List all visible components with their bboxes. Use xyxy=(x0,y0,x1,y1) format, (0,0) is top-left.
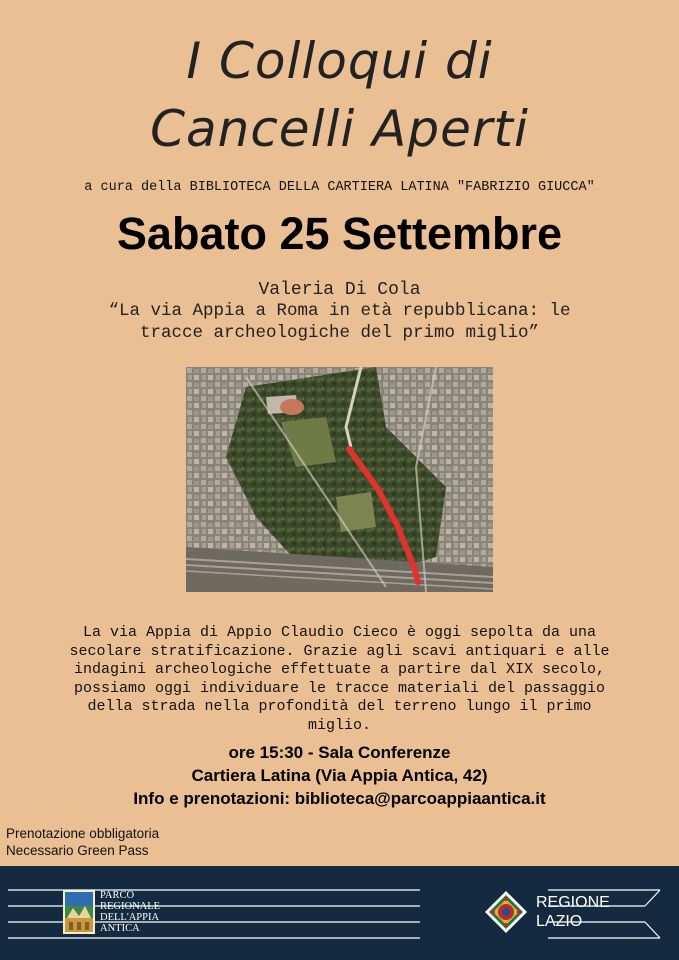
talk-title xyxy=(0,300,679,344)
regione-lazio-logo xyxy=(484,890,610,934)
description-line: possiamo oggi individuare le tracce materiali del passaggio xyxy=(73,679,606,697)
description-line: indagini archeologiche effettuate a partire dal XIX secolo, xyxy=(73,661,606,678)
aerial-map-image xyxy=(186,367,493,592)
event-info-contact: Info e prenotazioni: biblioteca@parcoappiaantica.it xyxy=(133,789,546,808)
description-line: La via Appia di Appio Claudio Cieco è oggi sepolta da una xyxy=(82,624,597,641)
event-date: Sabato 25 Settembre xyxy=(116,208,563,259)
parco-name-line: REGIONALE xyxy=(100,901,161,912)
description-line: della strada nella profondità del terreno lungo il primo xyxy=(87,698,592,715)
title-line-2: Cancelli Aperti xyxy=(150,100,529,158)
description-line: secolare stratificazione. Grazie agli scavi antiquari e alle xyxy=(69,642,610,660)
event-venue: Cartiera Latina (Via Appia Antica, 42) xyxy=(191,766,488,785)
requirements-notes xyxy=(6,825,159,859)
region-name-line: REGIONE xyxy=(536,894,610,911)
title-line-1: I Colloqui di xyxy=(186,32,493,90)
green-pass-note: Necessario Green Pass xyxy=(6,843,149,858)
parco-name xyxy=(100,890,175,934)
parco-name-line: ANTICA xyxy=(100,923,140,934)
regione-lazio-name xyxy=(536,893,610,931)
speaker-name: Valeria Di Cola xyxy=(258,280,421,300)
talk-title-line-1: “La via Appia a Roma in età repubblicana: le xyxy=(108,301,571,321)
footer-bar xyxy=(0,866,679,960)
parco-emblem-icon xyxy=(63,890,95,934)
description-text xyxy=(10,624,669,735)
parco-name-line: PARCO xyxy=(100,890,135,901)
region-name-line: LAZIO xyxy=(536,913,583,930)
talk-title-line-2: tracce archeologiche del primo miglio” xyxy=(139,323,540,343)
event-time-place: ore 15:30 - Sala Conferenze xyxy=(228,743,451,762)
description-line: miglio. xyxy=(307,716,371,734)
parco-appia-logo xyxy=(63,890,175,934)
lazio-shield-icon xyxy=(484,890,528,934)
curated-by: a cura della BIBLIOTECA DELLA CARTIERA LATINA "FABRIZIO GIUCCA" xyxy=(84,180,595,195)
parco-name-line: DELL'APPIA xyxy=(100,912,160,923)
booking-required-note: Prenotazione obbligatoria xyxy=(6,826,160,841)
